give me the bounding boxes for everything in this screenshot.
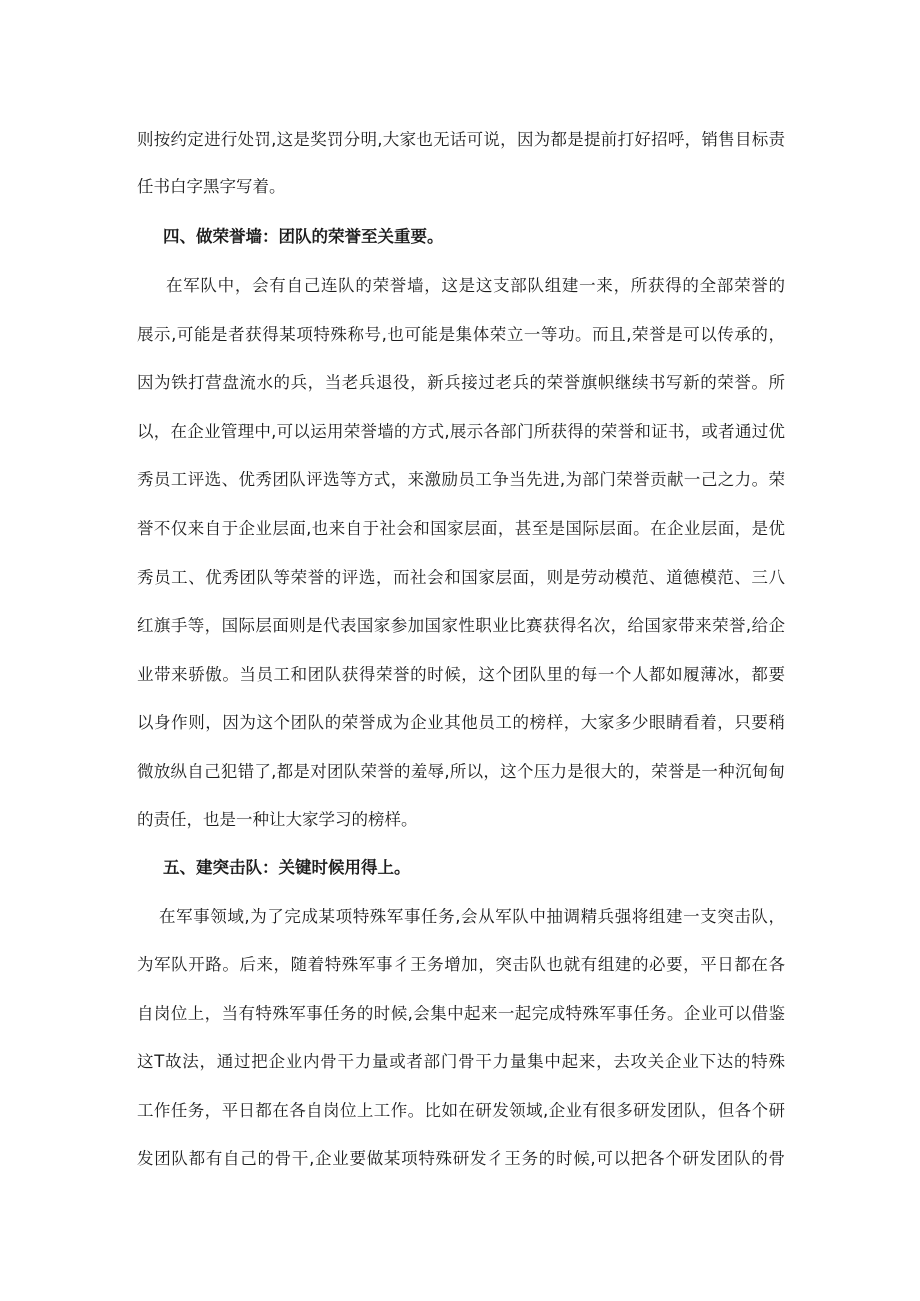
text-line: 以，在企业管理中,可以运用荣誉墙的方式,展示各部门所获得的荣誉和证书，或者通过优 — [137, 422, 785, 441]
text-line: 微放纵自己犯错了,都是对团队荣誉的羞辱,所以，这个压力是很大的，荣誉是一种沉甸甸 — [137, 762, 785, 781]
text-line: 秀员工、优秀团队等荣誉的评选，而社会和国家层面，则是劳动模范、道德模范、三八 — [137, 568, 785, 587]
text-line: 业带来骄傲。当员工和团队获得荣誉的时候，这个团队里的每一个人都如履薄冰，都要 — [137, 665, 785, 684]
section-heading: 四、做荣誉墙：团队的荣誉至关重要。 — [163, 227, 444, 246]
text-line: 这T故法，通过把企业内骨干力量或者部门骨干力量集中起来，去攻关企业下达的特殊 — [137, 1052, 785, 1071]
section-heading: 五、建突击队：关键时候用得上。 — [163, 858, 411, 877]
text-line: 红旗手等，国际层面则是代表国家参加国家性职业比赛获得名次，给国家带来荣誉,给企 — [137, 616, 785, 635]
text-line: 工作任务，平日都在各自岗位上工作。比如在研发领域,企业有很多研发团队，但各个研 — [137, 1101, 785, 1120]
text-line: 在军队中，会有自己连队的荣誉墙，这是这支部队组建一来，所获得的全部荣誉的 — [166, 276, 785, 295]
text-line: 发团队都有自己的骨干,企业要做某项特殊研发彳王务的时候,可以把各个研发团队的骨 — [137, 1149, 785, 1168]
text-line: 则按约定进行处罚,这是奖罚分明,大家也无话可说，因为都是提前打好招呼，销售目标责 — [137, 130, 785, 149]
text-line: 展示,可能是者获得某项特殊称号,也可能是集体荣立一等功。而且,荣誉是可以传承的， — [137, 325, 785, 344]
text-line: 任书白字黑字写着。 — [137, 177, 286, 196]
text-line: 以身作则，因为这个团队的荣誉成为企业其他员工的榜样，大家多少眼睛看着，只要稍 — [137, 713, 785, 732]
text-line: 自岗位上，当有特殊军事任务的时候,会集中起来一起完成特殊军事任务。企业可以借鉴 — [137, 1004, 785, 1023]
text-line: 誉不仅来自于企业层面,也来自于社会和国家层面，甚至是国际层面。在企业层面，是优 — [137, 519, 785, 538]
text-line: 在军事领域,为了完成某项特殊军事任务,会从军队中抽调精兵强将组建一支突击队， — [159, 907, 785, 926]
text-line: 秀员工评选、优秀团队评选等方式，来激励员工争当先进,为部门荣誉贡献一己之力。荣 — [137, 470, 785, 489]
text-line: 因为铁打营盘流水的兵，当老兵退役，新兵接过老兵的荣誉旗帜继续书写新的荣誉。所 — [137, 373, 785, 392]
text-line: 为军队开路。后来，随着特殊军事彳王务增加，突击队也就有组建的必要，平日都在各 — [137, 955, 785, 974]
text-line: 的责任，也是一种让大家学习的榜样。 — [137, 810, 418, 829]
